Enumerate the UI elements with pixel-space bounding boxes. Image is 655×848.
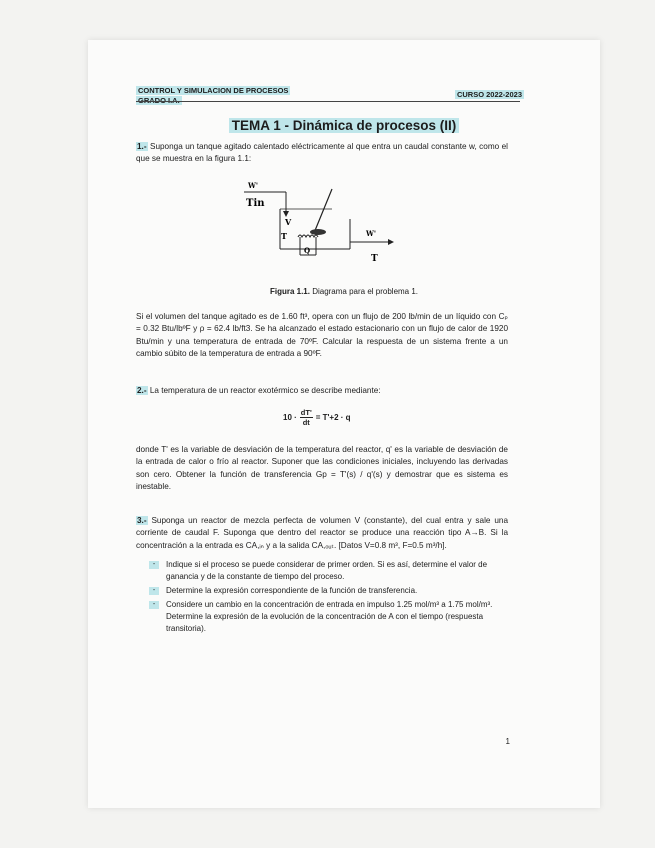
diagram-label-t-in: Tin [246, 198, 265, 209]
problem-2-number: 2.- [137, 386, 147, 395]
diagram-label-q: Q [304, 246, 311, 255]
problem-3-item-1: - Indique si el proceso se puede considerar de primer orden. Si es así, determine el valor de ganancia y de la constante de tiempo del proceso. [166, 559, 511, 583]
problem-3-number: 3.- [137, 516, 147, 525]
equation-fraction: $\frac{dT'}{dt}$ [300, 408, 312, 427]
course-year: CURSO 2022-2023 [456, 90, 522, 99]
bullet-marker: - [149, 561, 159, 569]
bullet-marker: - [149, 601, 159, 609]
course-header [136, 86, 290, 106]
problem-3-item-2: - Determine la expresión correspondiente de la función de transferencia. [166, 585, 511, 597]
page-title: TEMA 1 - Dinámica de procesos (II) [88, 118, 600, 133]
figure-caption: Figura 1.1. Diagrama para el problema 1. [269, 287, 419, 296]
problem-2-intro: 2.- La temperatura de un reactor exotérmico se describe mediante: [137, 386, 381, 395]
problem-3-item-3: - Considere un cambio en la concentración de entrada en impulso 1.25 mol/m³ a 1.75 mol/m³. Determine la expresión de la evolución de la concentración de A con el tiempo (respuesta transitoria). [166, 599, 511, 635]
problem-1-intro: 1.- Suponga un tanque agitado calentado eléctricamente al que entra un caudal constante w, como el que se muestra en la figura 1.1: [136, 142, 508, 164]
page-number: 1 [505, 737, 510, 746]
problem-1-number: 1.- [137, 142, 147, 151]
tank-diagram [238, 181, 418, 269]
diagram-label-v: V [285, 217, 292, 227]
bullet-marker: - [149, 587, 159, 595]
problem-2-equation: 10 · $\frac{dT'}{dt}$ = T'+2 · q [283, 408, 351, 427]
course-grade: GRADO I.A. [138, 96, 180, 105]
diagram-label-t-out: T [371, 254, 378, 264]
problem-3-intro: 3.- Suponga un reactor de mezcla perfecta de volumen V (constante), del cual entra y sale una corriente de caudal F. Suponga que dentro del reactor se produce una reacción tipo A→B. Si la concentración a la entrada es CA,ᵢₙ y a la salida CA,ₒᵤₜ. [Datos V=0.8 m³, F=0.5 m³/h]. [136, 516, 509, 550]
diagram-label-w-out: W' [366, 229, 377, 238]
problem-1-body: Si el volumen del tanque agitado es de 1.60 ft³, opera con un flujo de 200 lb/min de un líquido con Cₚ = 0.32 Btu/lbºF y ρ = 62.4 lb/ft3. Se ha alcanzado el estado estacionario con un flujo de calor de 1920 Btu/min y una temperatura de entrada de 70ºF. Calcular la respuesta de un sistema frente a un cambio súbito de la temperatura de entrada a 90ºF. [136, 312, 508, 359]
diagram-label-w-in: W' [248, 181, 259, 190]
course-name: CONTROL Y SIMULACION DE PROCESOS [138, 86, 289, 95]
diagram-label-t-tank: T [281, 231, 287, 241]
problem-2-body: donde T' es la variable de desviación de la temperatura del reactor, q' es la variable de desviación de la entrada de calor o frío al reactor. Suponer que las condiciones iniciales, incluyendo las derivadas son cero. Obtener la función de transferencia Gp = T'(s) / q'(s) y demostrar que es sistema es inestable. [136, 445, 508, 492]
header-divider [136, 101, 520, 102]
paper-page [88, 40, 600, 808]
